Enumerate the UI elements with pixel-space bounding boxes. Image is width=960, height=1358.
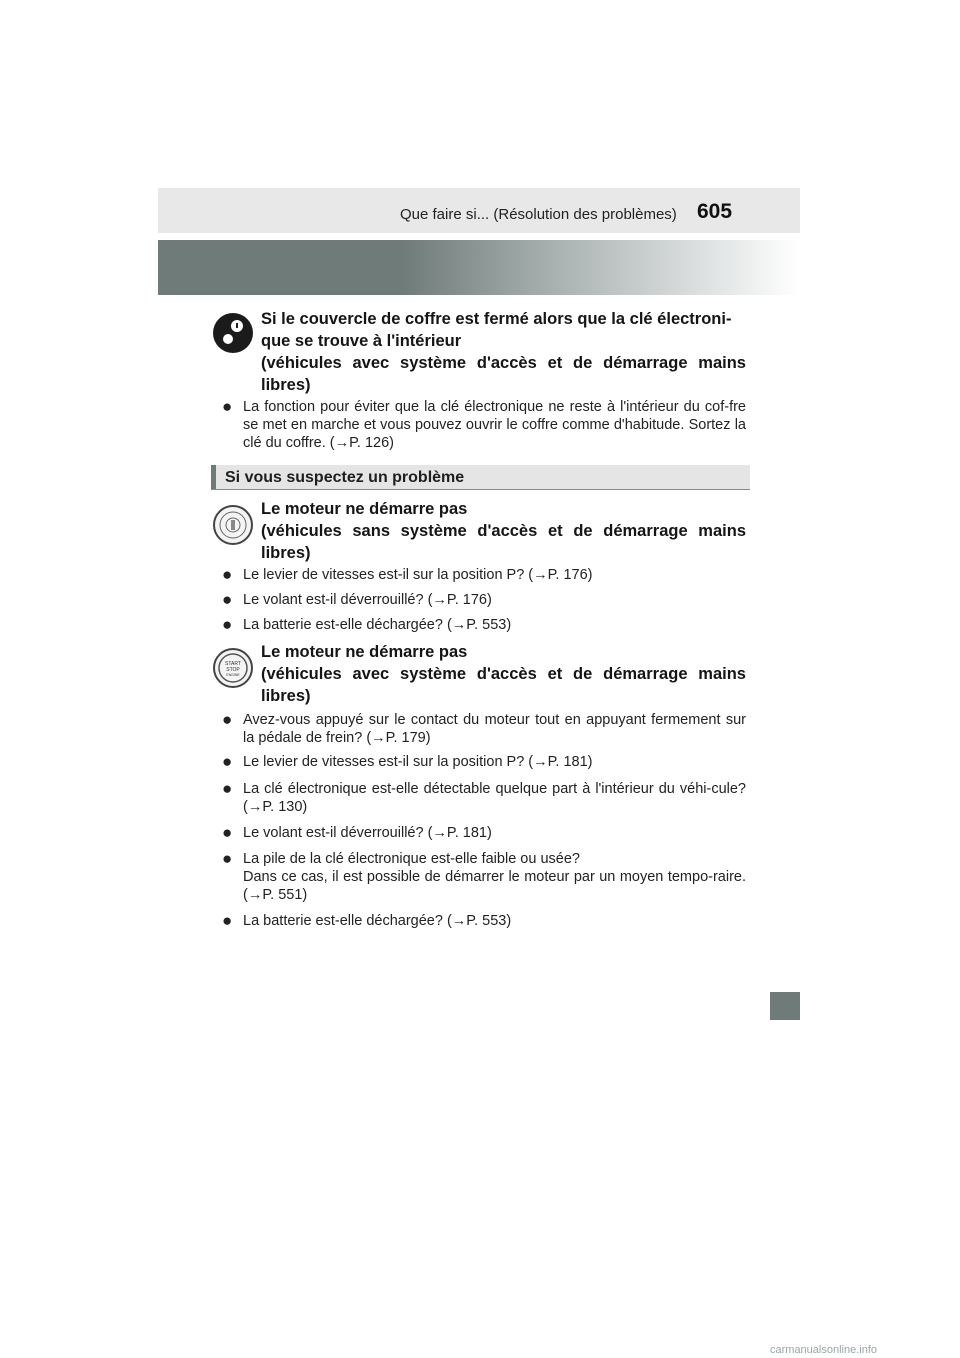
ignition-switch-icon-svg: [215, 507, 251, 543]
chapter-band: [158, 240, 800, 295]
block3-bullet-3: [222, 780, 746, 816]
bullet-text-continuation: Dans ce cas, il est possible de démarrer le moteur par un moyen tempo-raire. (→P. 551): [243, 869, 746, 903]
bullet-dot-icon: ●: [222, 823, 233, 842]
block3-bullet-6: [222, 912, 746, 930]
bullet-text: La clé électronique est-elle détectable quelque part à l'intérieur du véhi-cule? (→P. 130): [243, 781, 746, 815]
block2-heading-line2: (véhicules sans système d'accès et de démarrage mains: [261, 522, 746, 540]
block1-bullet-1: [222, 398, 746, 452]
bullet-dot-icon: ●: [222, 779, 233, 798]
header-title: Que faire si... (Résolution des problèmes): [400, 206, 677, 223]
block3-heading-line3: libres): [261, 687, 311, 705]
bullet-dot-icon: ●: [222, 911, 233, 930]
bullet-dot-icon: ●: [222, 397, 233, 416]
bullet-text: La batterie est-elle déchargée? (→P. 553): [243, 617, 512, 633]
engine-label: ENGINE: [226, 673, 240, 677]
chapter-side-tab: [770, 992, 800, 1020]
block3-bullet-1: [222, 711, 746, 747]
bullet-text: Le levier de vitesses est-il sur la position P? (→P. 176): [243, 567, 593, 583]
block2-heading: [261, 498, 746, 564]
block1-heading-line2: que se trouve à l'intérieur: [261, 332, 462, 350]
start-label: START: [225, 661, 241, 667]
block3-bullet-5: [222, 850, 746, 904]
start-stop-button-icon-svg: [215, 650, 251, 686]
warning-info-icon: [213, 313, 253, 353]
bullet-dot-icon: ●: [222, 849, 233, 868]
block2-bullet-2: [222, 591, 746, 609]
ignition-switch-icon: [213, 505, 253, 545]
block3-bullet-2: [222, 753, 746, 771]
bullet-dot-icon: ●: [222, 752, 233, 771]
section-title: Si vous suspectez un problème: [225, 469, 465, 486]
bullet-text: La batterie est-elle déchargée? (→P. 553): [243, 913, 512, 929]
warning-info-icon-svg: [213, 313, 253, 353]
watermark: carmanualsonline.info: [770, 1344, 878, 1356]
bullet-dot-icon: ●: [222, 710, 233, 729]
block1-heading-line4: libres): [261, 376, 311, 394]
block1-heading-line1: Si le couvercle de coffre est fermé alors que la clé électroni-: [261, 310, 732, 328]
start-stop-button-icon: [213, 648, 253, 688]
block2-bullet-1: [222, 566, 746, 584]
block3-bullet-4: [222, 824, 746, 842]
stop-label: STOP: [226, 667, 240, 673]
block2-bullet-3: [222, 616, 746, 634]
block3-heading: [261, 641, 746, 707]
bullet-text: La fonction pour éviter que la clé électronique ne reste à l'intérieur du cof-fre se met en marche et vous pouvez ouvrir le coffre comme d'habitude. Sortez la clé du coffre. (→P. 126): [243, 399, 746, 451]
page-number: 605: [697, 200, 733, 223]
bullet-text: Le volant est-il déverrouillé? (→P. 176): [243, 592, 492, 608]
bullet-text: Le volant est-il déverrouillé? (→P. 181): [243, 825, 492, 841]
bullet-text: Le levier de vitesses est-il sur la position P? (→P. 181): [243, 754, 593, 770]
block1-heading: [261, 308, 746, 396]
bullet-text: Avez-vous appuyé sur le contact du moteur tout en appuyant fermement sur la pédale de frein? (→P. 179): [243, 712, 746, 746]
bullet-dot-icon: ●: [222, 615, 233, 634]
section-bar-rule: [211, 489, 750, 490]
block2-heading-line1: Le moteur ne démarre pas: [261, 500, 468, 518]
block3-heading-line1: Le moteur ne démarre pas: [261, 643, 468, 661]
bullet-dot-icon: ●: [222, 565, 233, 584]
block1-heading-line3: (véhicules avec système d'accès et de démarrage mains: [261, 354, 746, 372]
block3-heading-line2: (véhicules avec système d'accès et de démarrage mains: [261, 665, 746, 683]
bullet-dot-icon: ●: [222, 590, 233, 609]
bullet-text: La pile de la clé électronique est-elle faible ou usée?: [243, 851, 580, 867]
block2-heading-line3: libres): [261, 544, 311, 562]
